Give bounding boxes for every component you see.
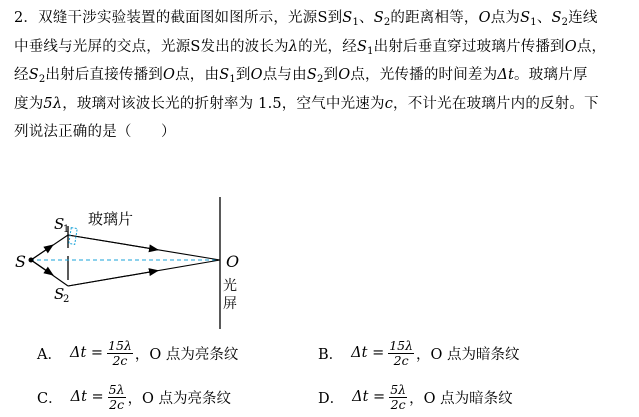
var-o: O xyxy=(478,10,491,26)
subscript: 2 xyxy=(38,74,46,85)
text-segment: 点，由 xyxy=(175,67,220,83)
text-segment: 、 xyxy=(536,10,552,26)
arrow-s-s1 xyxy=(31,245,53,260)
denominator: 2c xyxy=(109,396,125,412)
var-c: c xyxy=(384,95,394,112)
denominator: 2c xyxy=(393,352,409,368)
subscript: 1 xyxy=(229,74,236,85)
option-fraction xyxy=(389,383,407,412)
stem-line-3 xyxy=(14,61,630,90)
var-s1: S xyxy=(356,38,368,55)
text-segment: 、 xyxy=(359,10,374,26)
text-segment: 双缝干涉实验装置的截面图如图所示，光源 xyxy=(38,10,318,26)
option-b[interactable] xyxy=(318,333,520,373)
option-text: ，O 点为暗条纹 xyxy=(409,390,513,407)
text-segment: 连线 xyxy=(568,10,598,26)
var-s1: S xyxy=(219,67,230,83)
arrow-s2-o xyxy=(68,271,158,286)
text-segment: 到 xyxy=(235,67,251,83)
var-dt: Δt xyxy=(497,67,515,83)
source-label: S xyxy=(15,252,26,271)
var-thickness: 5λ xyxy=(43,95,63,112)
subscript: 1 xyxy=(530,17,537,28)
text-segment: 的光，经 xyxy=(298,38,357,55)
source-point xyxy=(29,258,34,263)
double-slit-figure xyxy=(0,192,639,332)
option-fraction xyxy=(107,339,133,368)
text-segment: 发出的波长为 xyxy=(200,38,289,55)
var-s2: S xyxy=(551,10,562,26)
subscript: 2 xyxy=(383,17,391,28)
text-segment: 点与由 xyxy=(262,67,307,83)
option-label: C． xyxy=(37,390,63,407)
var-o: O xyxy=(564,38,577,55)
text-segment: 中垂线与光屏的交点，光源 xyxy=(14,38,191,55)
stem-line-4 xyxy=(14,90,630,119)
numerator: 15λ xyxy=(108,337,132,353)
arrow-s1-o xyxy=(68,235,158,250)
s2-label: S xyxy=(54,285,65,303)
screen-label-1: 光 xyxy=(223,278,237,294)
subscript: 2 xyxy=(316,74,324,85)
option-label: A． xyxy=(37,346,62,363)
s1-subscript: 1 xyxy=(63,224,70,235)
numerator: 15λ xyxy=(389,337,414,353)
text-segment: 出射后直接传播到 xyxy=(45,67,164,83)
text-segment: 。玻璃片厚 xyxy=(514,67,588,83)
text-segment: 经 xyxy=(14,67,29,83)
var-s: S xyxy=(190,38,201,55)
var-o: O xyxy=(338,67,351,83)
s2-subscript: 2 xyxy=(63,294,70,305)
var-s2: S xyxy=(373,10,384,26)
stem-line-1 xyxy=(14,4,630,33)
numerator: 5λ xyxy=(390,381,407,397)
text-segment: 点为 xyxy=(490,10,521,26)
s1-label: S xyxy=(54,215,65,233)
question-number: 2． xyxy=(14,10,39,26)
stem-line-2 xyxy=(14,33,630,62)
option-label: B． xyxy=(318,346,344,363)
subscript: 2 xyxy=(561,17,569,28)
text-segment: 点，光传播的时间差为 xyxy=(350,67,498,83)
var-s1: S xyxy=(520,10,531,26)
denominator: 2c xyxy=(390,396,406,412)
question-stem xyxy=(14,4,630,147)
option-lhs: Δt = xyxy=(352,389,386,405)
option-label: D． xyxy=(318,390,345,407)
arrow-s-s2 xyxy=(31,260,53,275)
var-s2: S xyxy=(28,67,39,83)
text-segment: 到 xyxy=(327,10,343,26)
var-o: O xyxy=(250,67,263,83)
var-o: O xyxy=(163,67,176,83)
stem-line-5 xyxy=(14,118,630,147)
option-lhs: Δt = xyxy=(351,345,385,361)
option-lhs: Δt = xyxy=(70,389,104,405)
text-segment: 到 xyxy=(323,67,339,83)
option-text: ，O 点为亮条纹 xyxy=(134,346,239,363)
option-text: ，O 点为暗条纹 xyxy=(416,346,520,363)
text-segment: ，玻璃对该波长光的折射率为 1.5，空气中光速为 xyxy=(62,95,385,112)
numerator: 5λ xyxy=(108,381,125,397)
text-segment: 列说法正确的是（ ） xyxy=(14,124,176,140)
o-label: O xyxy=(226,252,240,271)
text-segment: 的距离相等， xyxy=(390,10,479,26)
denominator: 2c xyxy=(112,352,128,368)
option-c[interactable] xyxy=(37,377,231,417)
option-fraction xyxy=(108,383,126,412)
text-segment: 点， xyxy=(576,38,607,55)
var-s1: S xyxy=(342,10,353,26)
option-text: ，O 点为亮条纹 xyxy=(127,390,232,407)
option-a[interactable] xyxy=(37,333,238,373)
text-segment: 度为 xyxy=(14,95,44,112)
var-s: S xyxy=(317,10,328,26)
glass-label: 玻璃片 xyxy=(88,210,134,228)
screen-label-2: 屏 xyxy=(223,296,237,312)
var-lambda: λ xyxy=(288,38,299,55)
option-lhs: Δt = xyxy=(69,345,104,361)
text-segment: 出射后垂直穿过玻璃片传播到 xyxy=(373,38,565,55)
var-s2: S xyxy=(306,67,317,83)
subscript: 1 xyxy=(352,17,359,28)
option-fraction xyxy=(388,339,414,368)
text-segment: ，不计光在玻璃片内的反射。下 xyxy=(393,95,599,112)
subscript: 1 xyxy=(367,45,374,57)
option-d[interactable] xyxy=(318,377,513,417)
